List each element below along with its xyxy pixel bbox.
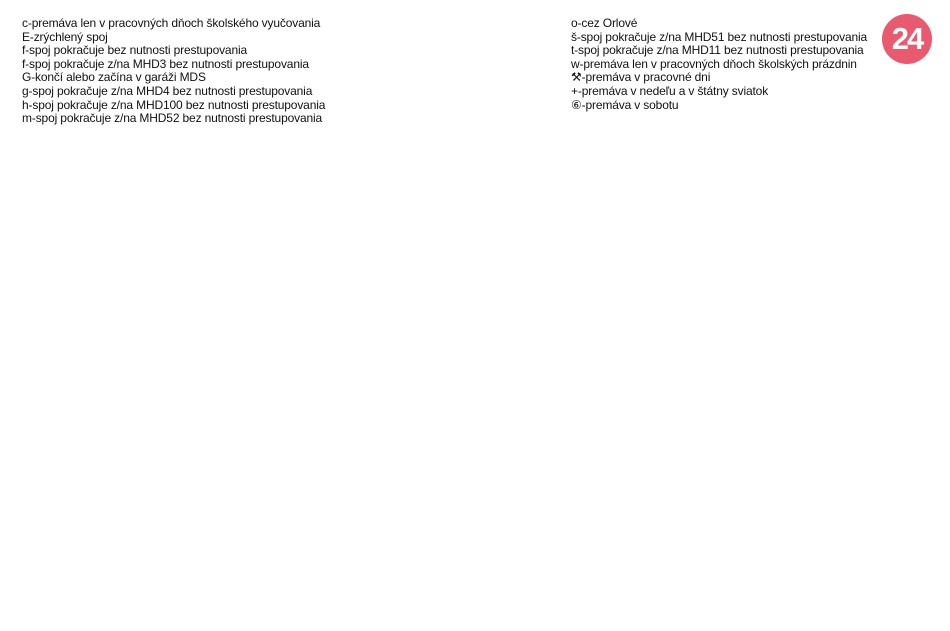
legend-item: G-končí alebo začína v garáži MDS (22, 70, 206, 85)
legend-item: ⚒-premáva v pracovné dni (571, 70, 711, 85)
legend-item: m-spoj pokračuje z/na MHD52 bez nutnosti prestupovania (22, 111, 323, 126)
legend-right-column (571, 17, 871, 112)
legend-item: o-cez Orlové (571, 16, 638, 30)
legend-item: š-spoj pokračuje z/na MHD51 bez nutnosti prestupovania (571, 29, 868, 44)
legend-item: f-spoj pokračuje z/na MHD3 bez nutnosti prestupovania (22, 56, 309, 71)
legend-left-column (22, 17, 542, 126)
legend-item: w-premáva len v pracovných dňoch školských prázdnin (571, 56, 857, 71)
legend-item: c-premáva len v pracovných dňoch školského vyučovania (22, 16, 321, 30)
brand-logo (882, 14, 932, 64)
legend-item: E-zrýchlený spoj (22, 29, 108, 44)
legend-item: f-spoj pokračuje bez nutnosti prestupovania (22, 43, 248, 58)
legend-item: ⑥-premáva v sobotu (571, 97, 679, 112)
logo-text: 24 (891, 21, 923, 56)
legend-item: g-spoj pokračuje z/na MHD4 bez nutnosti prestupovania (22, 83, 313, 98)
legend-item: +-premáva v nedeľu a v štátny sviatok (571, 83, 769, 98)
legend-item: t-spoj pokračuje z/na MHD11 bez nutnosti prestupovania (571, 43, 864, 58)
legend-item: h-spoj pokračuje z/na MHD100 bez nutnosti prestupovania (22, 97, 326, 112)
